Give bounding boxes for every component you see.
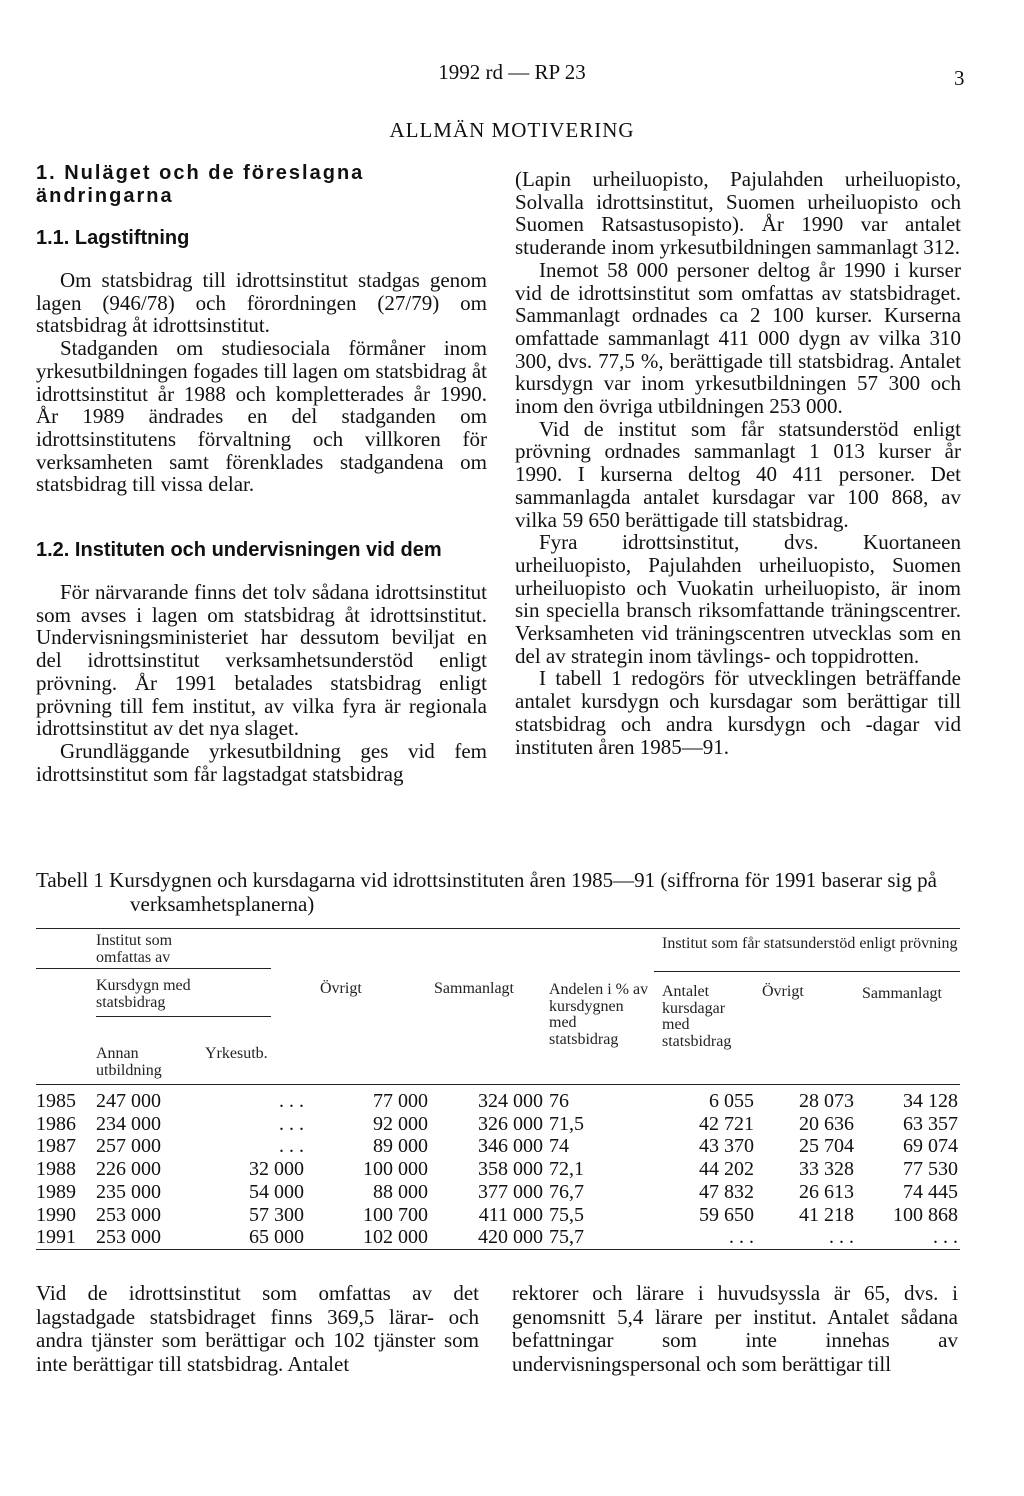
header-sammanlagt-1: Sammanlagt — [434, 980, 514, 997]
cell-andel: 74 — [549, 1135, 569, 1158]
cell-andel: 75,5 — [549, 1203, 584, 1226]
cell-ovr2: 20 636 — [799, 1112, 854, 1135]
cell-annan: 226 000 — [96, 1158, 161, 1181]
paragraph: Om statsbidrag till idrottsinstitut stadgas genom lagen (946/78) och förordningen (27/79) om statsbidrag åt idrottsinstitut. — [36, 268, 487, 338]
heading-1-1: 1.1. Lagstiftning — [36, 227, 190, 249]
paragraph: Inemot 58 000 personer deltog år 1990 i kurser vid de idrottsinstitut som omfattas av statsbidraget. Sammanlagt ordnades ca 2 100 kurser. Kurserna omfattade sammanlagt 411 000 dygn av vilka 310 300, dvs. 77,5 %, berättigade till statsbidrag. Antalet kursdygn var inom yrkesutbildningen 57 300 och inom den övriga utbildningen 253 000. — [515, 257, 961, 419]
header-andel: Andelen i % av kursdygnen med statsbidrag — [549, 981, 649, 1048]
header-annan: Annan utbildning — [96, 1045, 162, 1079]
cell-ovrigt: 88 000 — [373, 1180, 428, 1203]
cell-year: 1989 — [36, 1180, 76, 1203]
cell-ovr2: 26 613 — [799, 1180, 854, 1203]
cell-sam2: 69 074 — [903, 1135, 958, 1158]
cell-year: 1986 — [36, 1112, 76, 1135]
cell-ovr2: 28 073 — [799, 1090, 854, 1112]
cell-samman: 324 000 — [478, 1090, 543, 1112]
cell-antal: 43 370 — [699, 1135, 754, 1158]
cell-samman: 326 000 — [478, 1112, 543, 1135]
cell-annan: 234 000 — [96, 1112, 161, 1135]
cell-sam2: 63 357 — [903, 1112, 958, 1135]
bottom-left-text: Vid de idrottsinstitut som omfattas av det lagstadgade statsbidraget finns 369,5 lärar- och andra tjänster som berättigar och 102 tjänster som inte berättigar till statsbidrag. Antalet — [36, 1281, 479, 1376]
cell-antal: 6 055 — [709, 1090, 754, 1112]
cell-andel: 76 — [549, 1090, 569, 1112]
cell-annan: 253 000 — [96, 1226, 161, 1249]
cell-year: 1991 — [36, 1226, 76, 1249]
header-ovrigt-2: Övrigt — [762, 983, 804, 1000]
running-head: 1992 rd — RP 23 — [438, 60, 586, 84]
cell-yrkes: . . . — [279, 1112, 304, 1135]
cell-yrkes: . . . — [279, 1090, 304, 1112]
header-sammanlagt-2: Sammanlagt — [862, 985, 942, 1002]
cell-sam2: 34 128 — [903, 1090, 958, 1112]
cell-samman: 358 000 — [478, 1158, 543, 1181]
table-row — [36, 1226, 960, 1249]
cell-yrkes: 65 000 — [249, 1226, 304, 1249]
cell-ovr2: 25 704 — [799, 1135, 854, 1158]
cell-andel: 76,7 — [549, 1180, 584, 1203]
bottom-right-text: rektorer och lärare i huvudsyssla är 65, dvs. i genomsnitt 5,4 lärare per institut. Antalet sådana befattningar som inte innehas av undervisningspersonal och som berättigar till — [512, 1281, 958, 1376]
header-ovrigt-1: Övrigt — [320, 980, 362, 997]
paragraph: Grundläggande yrkesutbildning ges vid fem idrottsinstitut som får lagstadgat statsbidrag — [36, 738, 487, 786]
page-number: 3 — [954, 66, 965, 90]
cell-samman: 411 000 — [478, 1203, 543, 1226]
table-top-rule — [36, 928, 960, 929]
paragraph: Stadganden om studiesociala förmåner inom yrkesutbildningen fogades till lagen om statsbidrag åt idrottsinstitut år 1988 och kompletterades år 1990. År 1989 ändrades en del stadganden om idrottsinstitutens förvaltning och villkoren för verksamheten samt förenklades stadgandena om statsbidrag till vissa delar. — [36, 336, 487, 497]
header-group-2: Institut som får statsunderstöd enligt prövning — [662, 935, 958, 952]
header-group-1: Institut som omfattas av — [96, 932, 173, 966]
cell-ovrigt: 102 000 — [363, 1226, 428, 1249]
paragraph: Vid de institut som får statsunderstöd enligt prövning ordnades sammanlagt 1 013 kurser år 1990. I kurserna deltog 40 411 personer. Det sammanlagda antalet kursdagar var 100 868, av vilka 59 650 berättigade till statsbidrag. — [515, 416, 961, 532]
paragraph: För närvarande finns det tolv sådana idrottsinstitut som avses i lagen om statsbidrag åt idrottsinstitut. Undervisningsministeriet har dessutom beviljat en del idrottsinstitut verksamhetsunderstöd enligt prövning. År 1991 betalades statsbidrag enligt prövning till fem institut, av vilka fyra är regionala idrottsinstitut av det nya slaget. — [36, 580, 487, 741]
header-bottom-rule — [36, 1084, 960, 1085]
cell-samman: 420 000 — [478, 1226, 543, 1249]
heading-1: 1. Nuläget och de föreslagna ändringarna — [36, 162, 365, 207]
cell-year: 1987 — [36, 1135, 76, 1158]
cell-yrkes: . . . — [279, 1135, 304, 1158]
cell-sam2: 100 868 — [893, 1203, 958, 1226]
cell-andel: 71,5 — [549, 1112, 584, 1135]
table-row — [36, 1135, 960, 1158]
header-yrkes: Yrkesutb. — [205, 1045, 268, 1062]
cell-annan: 257 000 — [96, 1135, 161, 1158]
paragraph: Fyra idrottsinstitut, dvs. Kuortaneen urheiluopisto, Pajulahden urheiluopisto, Suomen urheiluopisto och Vuokatin urheiluopisto, är inom sin speciella bransch riksomfattande träningscentrer. Verksamheten vid träningscentren utvecklas som en del av strategin inom tävlings- och toppidrotten. — [515, 530, 961, 668]
header-rule-1 — [36, 968, 271, 969]
cell-sam2: 77 530 — [903, 1158, 958, 1181]
cell-year: 1988 — [36, 1158, 76, 1181]
cell-samman: 377 000 — [478, 1180, 543, 1203]
header-rule-2 — [654, 971, 960, 972]
cell-yrkes: 54 000 — [249, 1180, 304, 1203]
cell-ovr2: 41 218 — [799, 1203, 854, 1226]
paragraph: I tabell 1 redogörs för utvecklingen beträffande antalet kursdygn och kursdagar som berättigar till statsbidrag och andra kursdygn och -dagar vid instituten åren 1985—91. — [515, 666, 961, 759]
cell-ovrigt: 89 000 — [373, 1135, 428, 1158]
table-row — [36, 1113, 960, 1136]
table-caption: Tabell 1 Kursdygnen och kursdagarna vid idrottsinstituten åren 1985—91 (siffrorna för 1991 baserar sig på verksamhetsplanerna) — [36, 868, 937, 916]
table-row — [36, 1158, 960, 1181]
cell-andel: 75,7 — [549, 1226, 584, 1249]
paragraph: (Lapin urheiluopisto, Pajulahden urheiluopisto, Solvalla idrottsinstitut, Suomen urheiluopisto och Suomen Ratsastusopisto). År 1990 var antalet studerande inom yrkesutbildningen sammanlagt 312. — [515, 167, 961, 260]
cell-ovrigt: 100 700 — [363, 1203, 428, 1226]
header-rule-3 — [96, 1016, 271, 1017]
table-row — [36, 1204, 960, 1227]
cell-ovrigt: 92 000 — [373, 1112, 428, 1135]
cell-antal: 42 721 — [699, 1112, 754, 1135]
cell-sam2: . . . — [933, 1226, 958, 1249]
section-title: ALLMÄN MOTIVERING — [389, 118, 635, 142]
cell-annan: 235 000 — [96, 1180, 161, 1203]
cell-andel: 72,1 — [549, 1158, 584, 1181]
header-kursdygn: Kursdygn med statsbidrag — [96, 977, 191, 1011]
cell-antal: 44 202 — [699, 1158, 754, 1181]
cell-annan: 247 000 — [96, 1090, 161, 1112]
heading-1-2: 1.2. Instituten och undervisningen vid dem — [36, 539, 442, 562]
cell-samman: 346 000 — [478, 1135, 543, 1158]
cell-yrkes: 32 000 — [249, 1158, 304, 1181]
table-bottom-rule — [36, 1249, 960, 1250]
cell-ovr2: . . . — [829, 1226, 854, 1249]
cell-year: 1990 — [36, 1203, 76, 1226]
cell-year: 1985 — [36, 1090, 76, 1112]
cell-ovrigt: 77 000 — [373, 1090, 428, 1112]
right-column — [515, 168, 961, 758]
cell-antal: 59 650 — [699, 1203, 754, 1226]
header-antalet: Antalet kursdagar med statsbidrag — [662, 983, 732, 1050]
left-column — [36, 162, 487, 785]
cell-antal: 47 832 — [699, 1180, 754, 1203]
table-row — [36, 1181, 960, 1204]
cell-sam2: 74 445 — [903, 1180, 958, 1203]
cell-ovr2: 33 328 — [799, 1158, 854, 1181]
cell-yrkes: 57 300 — [249, 1203, 304, 1226]
cell-ovrigt: 100 000 — [363, 1158, 428, 1181]
cell-annan: 253 000 — [96, 1203, 161, 1226]
cell-antal: . . . — [729, 1226, 754, 1249]
table-row — [36, 1090, 960, 1113]
